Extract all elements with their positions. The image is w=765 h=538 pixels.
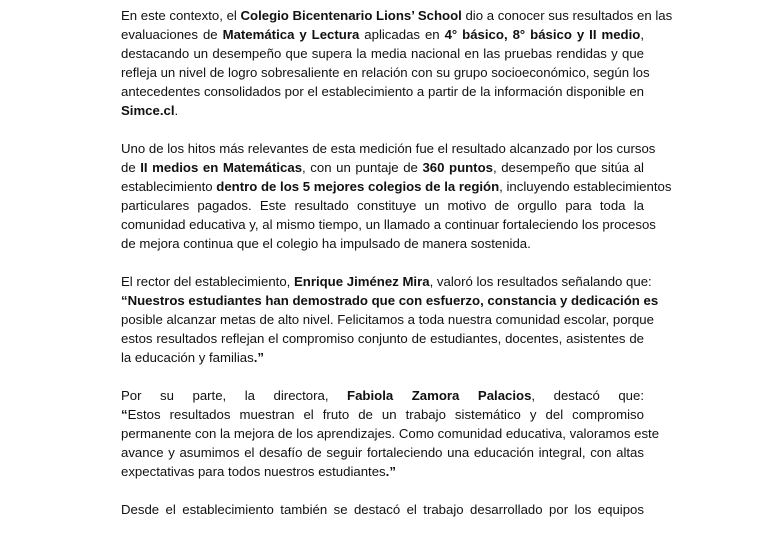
text-run: , con un puntaje de bbox=[302, 160, 423, 175]
text-line bbox=[121, 462, 644, 481]
bold-text: 360 puntos bbox=[422, 160, 493, 175]
text-run: dio a conocer sus resultados en las bbox=[461, 8, 673, 23]
text-run: de bbox=[121, 160, 141, 175]
text-line bbox=[121, 63, 650, 82]
text-line bbox=[121, 139, 656, 158]
text-run: comunidad educativa y, al mismo tiempo, un llamado a continuar fortaleciendo los procesos bbox=[121, 217, 656, 232]
text-run: refleja un nivel de logro sobresaliente en relación con su grupo socioeconómico, según los bbox=[121, 65, 650, 80]
text-run: Estos resultados muestran el fruto de un trabajo sistemático y del compromiso bbox=[127, 407, 644, 422]
text-line bbox=[121, 177, 672, 196]
text-run: establecimiento bbox=[121, 179, 217, 194]
bold-text: dentro de los 5 mejores colegios de la región bbox=[216, 179, 500, 194]
text-run: avance y asumimos el desafío de seguir fortaleciendo una educación integral, con altas bbox=[121, 445, 644, 460]
text-line bbox=[121, 272, 652, 291]
document-page bbox=[121, 6, 673, 538]
text-run: particulares pagados. Este resultado constituye un motivo de orgullo para toda la bbox=[121, 198, 644, 213]
bold-text: Matemática y Lectura bbox=[222, 27, 360, 42]
text-line bbox=[121, 405, 644, 424]
text-run: , bbox=[640, 27, 644, 42]
text-line bbox=[121, 158, 644, 177]
text-run: Por su parte, la directora, bbox=[121, 388, 348, 403]
bold-text: Enrique Jiménez Mira bbox=[293, 274, 430, 289]
text-run: , destacó que: bbox=[531, 388, 644, 403]
bold-text: “Nuestros estudiantes han demostrado que con esfuerzo, constancia y dedicación es bbox=[121, 293, 659, 308]
paragraph-4 bbox=[121, 386, 660, 481]
text-line bbox=[121, 310, 654, 329]
bold-text: 4° básico, 8° básico y II medio bbox=[444, 27, 641, 42]
text-line bbox=[121, 6, 673, 25]
paragraph-5 bbox=[121, 500, 644, 519]
text-run: aplicadas en bbox=[359, 27, 445, 42]
text-line bbox=[121, 424, 660, 443]
text-line bbox=[121, 500, 644, 519]
text-run: El rector del establecimiento, bbox=[121, 274, 294, 289]
text-run: la educación y familias bbox=[121, 350, 254, 365]
text-run: . bbox=[174, 103, 179, 118]
text-line bbox=[121, 82, 644, 101]
text-run: posible alcanzar metas de alto nivel. Felicitamos a toda nuestra comunidad escolar, porque bbox=[121, 312, 654, 327]
text-line bbox=[121, 386, 644, 405]
paragraph-3 bbox=[121, 272, 659, 367]
bold-text: Simce.cl bbox=[121, 103, 175, 118]
bold-text: .” bbox=[253, 350, 264, 365]
text-run: antecedentes consolidados por el establecimiento a partir de la información disponible en bbox=[121, 84, 644, 99]
text-run: Desde el establecimiento también se destacó el trabajo desarrollado por los equipos bbox=[121, 502, 644, 517]
text-line bbox=[121, 329, 644, 348]
text-line bbox=[121, 291, 659, 310]
text-run: , valoró los resultados señalando que: bbox=[429, 274, 652, 289]
text-run: , desempeño que sitúa al bbox=[492, 160, 644, 175]
text-line bbox=[121, 196, 644, 215]
text-line bbox=[121, 234, 644, 253]
bold-text: II medios en Matemáticas bbox=[140, 160, 303, 175]
text-run: , incluyendo establecimientos bbox=[499, 179, 672, 194]
text-line bbox=[121, 443, 644, 462]
bold-text: Colegio Bicentenario Lions’ School bbox=[240, 8, 462, 23]
bold-text: .” bbox=[385, 464, 396, 479]
text-run: estos resultados reflejan el compromiso conjunto de estudiantes, docentes, asistentes de bbox=[121, 331, 644, 346]
text-run: evaluaciones de bbox=[121, 27, 223, 42]
bold-text: “ bbox=[121, 407, 128, 422]
text-run: expectativas para todos nuestros estudiantes bbox=[121, 464, 386, 479]
text-run: permanente con la mejora de los aprendizajes. Como comunidad educativa, valoramos este bbox=[121, 426, 660, 441]
text-line bbox=[121, 101, 644, 120]
paragraph-1 bbox=[121, 6, 673, 120]
bold-text: Fabiola Zamora Palacios bbox=[347, 388, 532, 403]
paragraph-2 bbox=[121, 139, 672, 253]
text-run: destacando un desempeño que supera la media nacional en las pruebas rendidas y que bbox=[121, 46, 644, 61]
text-run: En este contexto, el bbox=[121, 8, 241, 23]
text-line bbox=[121, 44, 644, 63]
text-line bbox=[121, 25, 644, 44]
text-run: Uno de los hitos más relevantes de esta medición fue el resultado alcanzado por los cursos bbox=[121, 141, 656, 156]
text-line bbox=[121, 348, 644, 367]
text-run: de mejora continua que el colegio ha impulsado de manera sostenida. bbox=[121, 236, 531, 251]
text-line bbox=[121, 215, 656, 234]
